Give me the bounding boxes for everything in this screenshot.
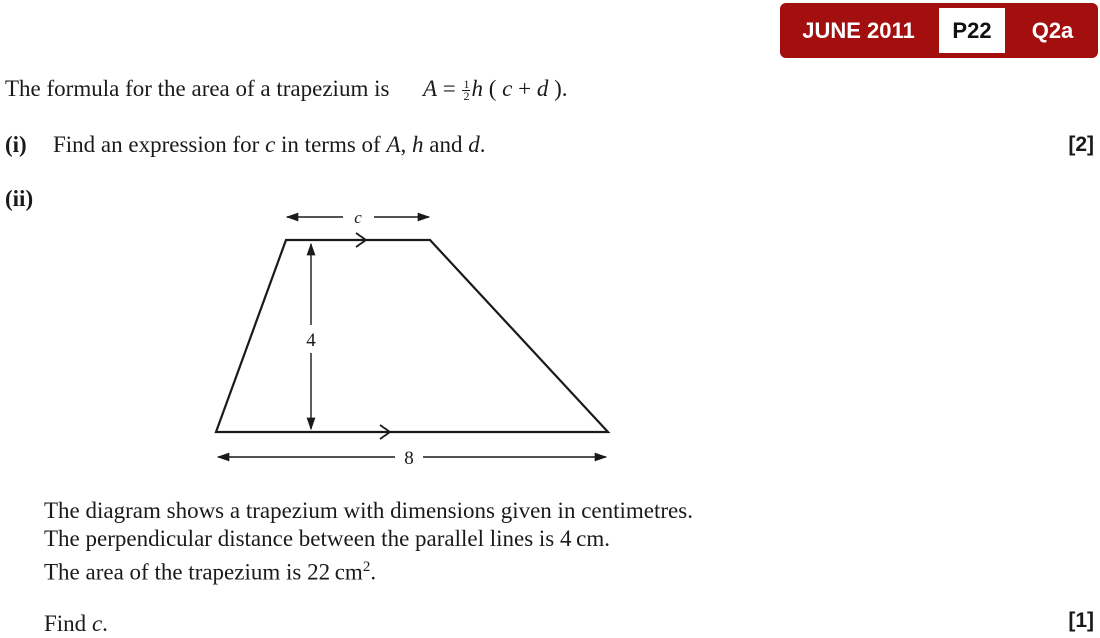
top-side-label: c	[354, 208, 362, 227]
part-i-question: Find an expression for c in terms of A, h and d.	[53, 132, 486, 157]
diagram-description-line-2: The perpendicular distance between the parallel lines is 4 cm.	[44, 526, 610, 551]
part-i-marks: [2]	[1068, 133, 1094, 156]
trapezium-shape	[216, 240, 608, 432]
part-ii-label: (ii)	[5, 186, 34, 211]
exam-session-label: JUNE 2011	[802, 18, 915, 43]
diagram-description-line-3: The area of the trapezium is 22 $cm^2$.	[44, 559, 377, 585]
area-formula: A = $\frac{1}{2}$ h ( c + d ).	[422, 76, 568, 104]
diagram-description-line-1: The diagram shows a trapezium with dimensions given in centimetres.	[44, 498, 693, 523]
paper-number-label: P22	[939, 8, 1005, 53]
intro-text: The formula for the area of a trapezium is	[5, 76, 390, 101]
one-half-fraction: $\frac{1}{2}$	[463, 77, 470, 104]
part-ii-instruction: Find c.	[44, 611, 108, 636]
part-ii-marks: [1]	[1068, 609, 1094, 632]
height-label: 4	[306, 330, 316, 351]
question-number-label: Q2a	[1031, 18, 1074, 43]
part-i-label: (i)	[5, 132, 27, 157]
bottom-side-label: 8	[404, 448, 414, 469]
